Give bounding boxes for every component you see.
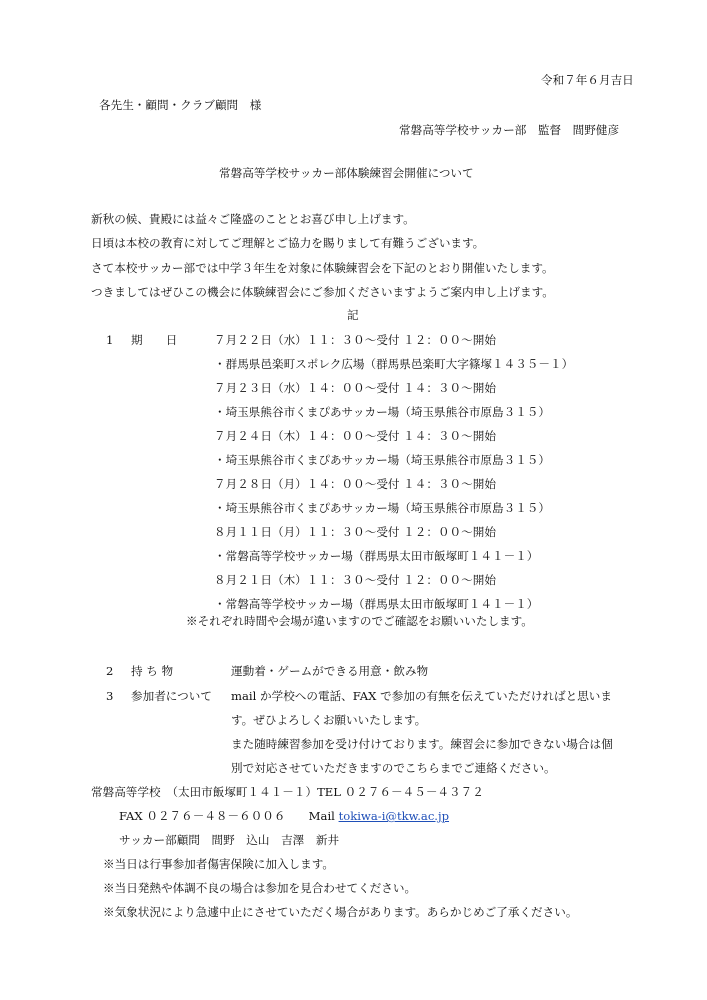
schedule-date: ８月１１日（月）１１：３０～受付 １２：００～開始 — [214, 525, 496, 539]
schedule-date: ７月２３日（水）１４：００～受付 １４：３０～開始 — [214, 381, 496, 395]
note-line: ※当日発熱や体調不良の場合は参加を見合わせてください。 — [103, 881, 417, 895]
schedule-date: ７月２２日（水）１１：３０～受付 １２：００～開始 — [214, 333, 496, 347]
fax-mail-label: FAX ０２７６－４８－６００６ Mail — [119, 809, 335, 823]
fax-mail-line — [119, 809, 449, 823]
schedule-date: ８月２１日（木）１１：３０～受付 １２：００～開始 — [214, 573, 496, 587]
section-number: 2 — [106, 664, 114, 678]
sender: 常磐高等学校サッカー部 監督 間野健彦 — [399, 123, 620, 137]
schedule-venue: ・常磐高等学校サッカー場（群馬県太田市飯塚町１４１－１） — [214, 549, 539, 563]
document-date: 令和７年６月吉日 — [541, 73, 634, 87]
items-value: 運動着・ゲームができる用意・飲み物 — [231, 664, 429, 678]
section-label-participants: 参加者について — [131, 689, 212, 703]
schedule-venue: ・埼玉県熊谷市くまぴあサッカー場（埼玉県熊谷市原島３１５） — [214, 405, 550, 419]
participants-line: 別で対応させていただきますのでこちらまでご連絡ください。 — [231, 761, 556, 775]
addressee: 各先生・顧問・クラブ顧問 様 — [99, 98, 262, 112]
note-line: ※当日は行事参加者傷害保険に加入します。 — [103, 857, 334, 871]
intro-line: 日頃は本校の教育に対してご理解とご協力を賜りまして有難うございます。 — [91, 236, 485, 250]
participants-line: mail か学校への電話、FAX で参加の有無を伝えていただければと思いま — [231, 689, 612, 703]
intro-line: 新秋の候、貴殿には益々ご隆盛のこととお喜び申し上げます。 — [91, 212, 415, 226]
school-contact-line: 常磐高等学校 （太田市飯塚町１４１－１）TEL ０２７６－４５－４３７２ — [91, 785, 484, 799]
schedule-note: ※それぞれ時間や会場が違いますのでご確認をお願いいたします。 — [186, 614, 533, 628]
section-label-date: 期 日 — [131, 333, 178, 347]
schedule-venue: ・群馬県邑楽町スポレク広場（群馬県邑楽町大字篠塚１４３５－１） — [214, 357, 574, 371]
schedule-venue: ・常磐高等学校サッカー場（群馬県太田市飯塚町１４１－１） — [214, 597, 539, 611]
intro-line: つきましてはぜひこの機会に体験練習会にご参加くださいますようご案内申し上げます。 — [91, 285, 554, 299]
intro-line: さて本校サッカー部では中学３年生を対象に体験練習会を下記のとおり開催いたします。 — [91, 261, 554, 275]
document-title: 常磐高等学校サッカー部体験練習会開催について — [219, 166, 474, 180]
note-line: ※気象状況により急遽中止にさせていただく場合があります。あらかじめご了承ください。 — [103, 905, 578, 919]
section-number: 3 — [106, 689, 114, 703]
ki-heading: 記 — [347, 308, 359, 322]
schedule-venue: ・埼玉県熊谷市くまぴあサッカー場（埼玉県熊谷市原島３１５） — [214, 453, 550, 467]
participants-line: す。ぜひよろしくお願いいたします。 — [231, 713, 427, 727]
email-link[interactable]: tokiwa-i@tkw.ac.jp — [338, 809, 450, 823]
section-label-items: 持 ち 物 — [131, 664, 174, 678]
schedule-date: ７月２８日（月）１４：００～受付 １４：３０～開始 — [214, 477, 496, 491]
advisors-line: サッカー部顧問 間野 込山 吉澤 新井 — [119, 833, 340, 847]
section-number: 1 — [106, 333, 114, 347]
participants-line: また随時練習参加を受け付けております。練習会に参加できない場合は個 — [231, 737, 613, 751]
schedule-venue: ・埼玉県熊谷市くまぴあサッカー場（埼玉県熊谷市原島３１５） — [214, 501, 550, 515]
schedule-date: ７月２４日（木）１４：００～受付 １４：３０～開始 — [214, 429, 496, 443]
